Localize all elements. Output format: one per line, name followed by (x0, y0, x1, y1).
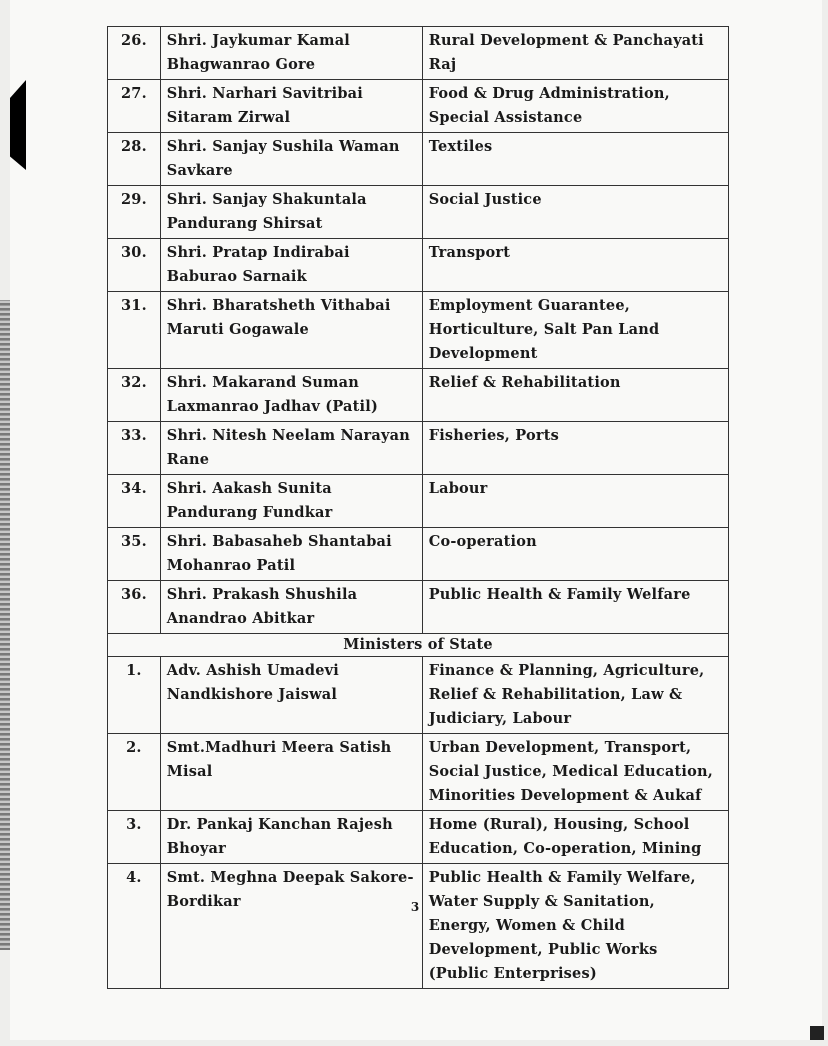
serial-number: 26. (108, 27, 161, 80)
table-row (108, 475, 729, 528)
portfolio: Fisheries, Ports (422, 422, 728, 475)
serial-number: 32. (108, 369, 161, 422)
scan-edge (0, 300, 10, 950)
page-number: 3 (410, 900, 420, 914)
serial-number: 3. (108, 811, 161, 864)
portfolio: Public Health & Family Welfare, Water Supply & Sanitation, Energy, Women & Child Development, Public Works (Public Enterprises) (422, 864, 728, 989)
minister-name: Dr. Pankaj Kanchan Rajesh Bhoyar (160, 811, 422, 864)
minister-name: Smt. Meghna Deepak Sakore-Bordikar (160, 864, 422, 989)
portfolio: Textiles (422, 133, 728, 186)
serial-number: 30. (108, 239, 161, 292)
serial-number: 36. (108, 581, 161, 634)
minister-name: Shri. Pratap Indirabai Baburao Sarnaik (160, 239, 422, 292)
serial-number: 28. (108, 133, 161, 186)
minister-name: Shri. Makarand Suman Laxmanrao Jadhav (Patil) (160, 369, 422, 422)
table-row (108, 581, 729, 634)
portfolio: Relief & Rehabilitation (422, 369, 728, 422)
serial-number: 33. (108, 422, 161, 475)
serial-number: 34. (108, 475, 161, 528)
table-row (108, 369, 729, 422)
table-row (108, 422, 729, 475)
serial-number: 2. (108, 734, 161, 811)
portfolio: Social Justice (422, 186, 728, 239)
portfolio: Public Health & Family Welfare (422, 581, 728, 634)
serial-number: 35. (108, 528, 161, 581)
minister-name: Shri. Jaykumar Kamal Bhagwanrao Gore (160, 27, 422, 80)
portfolio: Co-operation (422, 528, 728, 581)
table-row (108, 133, 729, 186)
table-row (108, 657, 729, 734)
table-row (108, 292, 729, 369)
minister-name: Shri. Nitesh Neelam Narayan Rane (160, 422, 422, 475)
portfolio: Rural Development & Panchayati Raj (422, 27, 728, 80)
serial-number: 1. (108, 657, 161, 734)
ministers-table (107, 26, 729, 989)
table-row (108, 27, 729, 80)
table-row (108, 80, 729, 133)
serial-number: 29. (108, 186, 161, 239)
portfolio: Transport (422, 239, 728, 292)
minister-name: Shri. Prakash Shushila Anandrao Abitkar (160, 581, 422, 634)
serial-number: 4. (108, 864, 161, 989)
table-row (108, 239, 729, 292)
minister-name: Shri. Narhari Savitribai Sitaram Zirwal (160, 80, 422, 133)
corner-mark (810, 1026, 824, 1040)
portfolio: Finance & Planning, Agriculture, Relief & Rehabilitation, Law & Judiciary, Labour (422, 657, 728, 734)
section-heading: Ministers of State (108, 634, 729, 657)
portfolio: Food & Drug Administration, Special Assistance (422, 80, 728, 133)
table-row (108, 734, 729, 811)
table-row (108, 186, 729, 239)
table-row (108, 528, 729, 581)
minister-name: Shri. Aakash Sunita Pandurang Fundkar (160, 475, 422, 528)
portfolio: Home (Rural), Housing, School Education, Co-operation, Mining (422, 811, 728, 864)
serial-number: 31. (108, 292, 161, 369)
table-row (108, 811, 729, 864)
portfolio: Labour (422, 475, 728, 528)
portfolio: Employment Guarantee, Horticulture, Salt Pan Land Development (422, 292, 728, 369)
minister-name: Adv. Ashish Umadevi Nandkishore Jaiswal (160, 657, 422, 734)
minister-name: Shri. Babasaheb Shantabai Mohanrao Patil (160, 528, 422, 581)
minister-name: Shri. Bharatsheth Vithabai Maruti Gogawale (160, 292, 422, 369)
portfolio: Urban Development, Transport, Social Justice, Medical Education, Minorities Development & Aukaf (422, 734, 728, 811)
section-heading-row (108, 634, 729, 657)
minister-name: Shri. Sanjay Shakuntala Pandurang Shirsat (160, 186, 422, 239)
serial-number: 27. (108, 80, 161, 133)
minister-name: Smt.Madhuri Meera Satish Misal (160, 734, 422, 811)
minister-name: Shri. Sanjay Sushila Waman Savkare (160, 133, 422, 186)
table-row (108, 864, 729, 989)
